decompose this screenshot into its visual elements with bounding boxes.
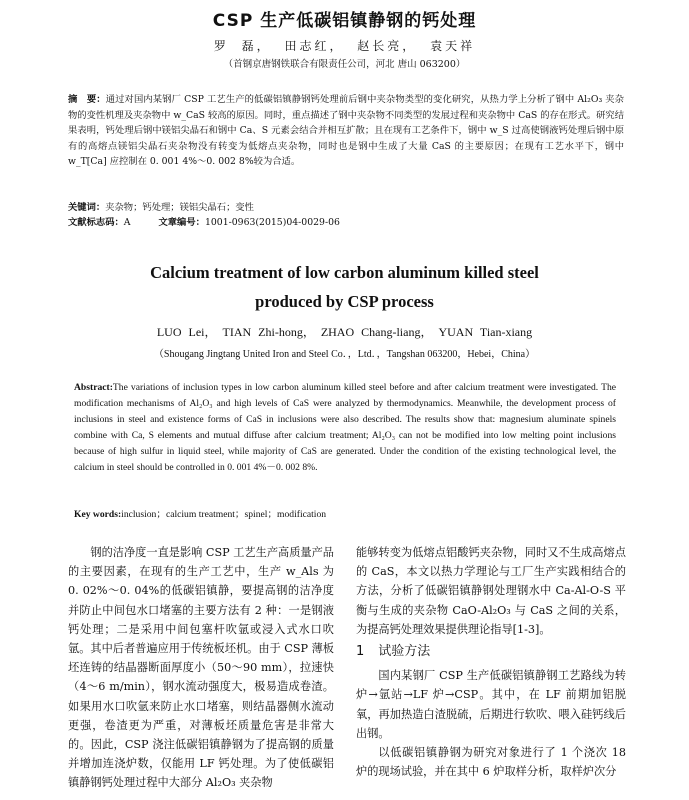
intro-paragraph: 钢的洁净度一直是影响 CSP 工艺生产高质量产品的主要因素，在现有的生产工艺中，生产 w_Als 为 0. 02%～0. 04%的低碳铝镇静，要提高钢的洁净度并防止中间包水口堵塞的主要方法有 2 种：一是钢液钙处理；二是采用中间包塞杆吹氩或浸入式水口吹氩。其中后者普遍应用于传统板坯机。由于 CSP 薄板坯连铸的结晶器断面厚度小（50～90 mm），拉速快（4～6 m/min），钢水流动强度大，极易造成卷渣。如果用水口吹氩来防止水口堵塞，则结晶器侧水流动更强，卷渣更为严重，对薄板坯质量危害是非常大的。因此，CSP 浇注低碳铝镇静钢为了提高钢的质量并增加连浇炉数，仅能用 LF 钙处理。为了使低碳铝镇静钢钙处理过程中大部分 Al₂O₃ 夹杂物 xyxy=(68,546,334,790)
body-left-column xyxy=(68,543,334,793)
english-title xyxy=(0,258,689,316)
chinese-keywords-label: 关键词： xyxy=(68,202,106,213)
method-paragraph-1: 国内某钢厂 CSP 生产低碳铝镇静钢工艺路线为转炉→氩站→LF 炉→CSP。其中，在 LF 前期加铝脱氧，再加热造白渣脱硫，后期进行软吹、喂入硅钙线后出钢。 xyxy=(356,669,626,740)
chinese-abstract-text: 通过对国内某钢厂 CSP 工艺生产的低碳铝镇静钢钙处理前后钢中夹杂物类型的变化研究，从热力学上分析了钢中 Al₂O₃ 夹杂物的变性机理及夹杂物中 w_CaS 较高的原因。同时，重点描述了钢中夹杂物不同类型的发展过程和夹杂物中 CaS 的存在形式。研究结果表明，钙处理后钢中镁铝尖晶石和钢中 Ca、S 元素会结合并相互扩散；且在现有工艺条件下，钢中 w_S 过高使钢液钙处理后钢中原有的高熔点镁铝尖晶石夹杂物没有转变为低熔点夹杂物，同时也是钢中生成了大量 CaS 的主要原因；在现有工艺水平下，钢中 w_T[Ca] 应控制在 0. 001 4%～0. 002 8%较为合适。 xyxy=(68,94,624,168)
intro-paragraph-continued: 能够转变为低熔点铝酸钙夹杂物，同时又不生成高熔点的 CaS，本文以热力学理论与工厂生产实践相结合的方法，分析了低碳铝镇静钢处理钢水中 Ca-Al-O-S 平衡与生成的夹杂物 CaO-Al₂O₃ 与 CaS 之间的关系，为提高钙处理效果提供理论指导[1-3]。 xyxy=(356,546,626,636)
body-right-column xyxy=(356,543,626,781)
section-heading xyxy=(356,642,626,661)
chinese-title: CSP 生产低碳铝镇静钢的钙处理 xyxy=(212,11,477,31)
english-affiliation: （Shougang Jingtang United Iron and Steel Co．，Ltd．，Tangshan 063200，Hebei，China） xyxy=(153,349,536,360)
section-number: 1 xyxy=(356,644,365,660)
section-title: 试验方法 xyxy=(378,644,431,660)
english-keywords-block xyxy=(74,506,616,520)
article-no-value: 1001-0963(2015)04-0029-06 xyxy=(204,217,340,228)
chinese-keywords: 夹杂物；钙处理；镁铝尖晶石；变性 xyxy=(105,202,254,213)
chinese-keywords-block xyxy=(68,200,624,230)
chinese-authors: 罗 磊， 田志红， 赵长亮， 袁天祥 xyxy=(213,39,476,53)
english-keywords: inclusion；calcium treatment；spinel；modification xyxy=(121,509,327,520)
clc-value: A xyxy=(123,217,131,228)
chinese-abstract-label: 摘 要： xyxy=(68,94,106,105)
clc-label: 文献标志码： xyxy=(68,217,124,228)
english-abstract-label: Abstract: xyxy=(74,382,113,393)
english-abstract-text: The variations of inclusion types in low carbon aluminum killed steel before and after calcium treatment were investigated. The modification mechanisms of Al₂O₃ and high levels of CaS were analyzed by thermodynamics. Meanwhile, the development process of inclusions in steel and existence forms of CaS in inclusions were also described. The results show that: magnesium aluminate spinels combine with Ca, S elements and mutual diffuse after calcium treatment; Al₂O₃ can not be modified into low melting point inclusions because of high sulfur in liquid steel, while majority of CaS are generated. Under the condition of the existing technological level, the calcium in steel should be controlled in 0. 001 4%－0. 002 8%. xyxy=(74,382,616,474)
english-abstract xyxy=(74,380,616,477)
english-keywords-label: Key words: xyxy=(74,509,122,520)
article-no-label: 文章编号： xyxy=(158,217,205,228)
english-title-line-1: Calcium treatment of low carbon aluminum killed steel xyxy=(150,263,539,282)
method-paragraph-2: 以低碳铝镇静钢为研究对象进行了 1 个浇次 18 炉的现场试验，并在其中 6 炉取样分析，取样炉次分 xyxy=(356,746,626,779)
english-authors: LUO Lei， TIAN Zhi-hong， ZHAO Chang-liang， YUAN Tian-xiang xyxy=(156,325,533,339)
english-title-line-2: produced by CSP process xyxy=(255,292,434,311)
chinese-abstract xyxy=(68,92,624,170)
chinese-affiliation: （首钢京唐钢铁联合有限责任公司，河北 唐山 063200） xyxy=(223,59,466,70)
